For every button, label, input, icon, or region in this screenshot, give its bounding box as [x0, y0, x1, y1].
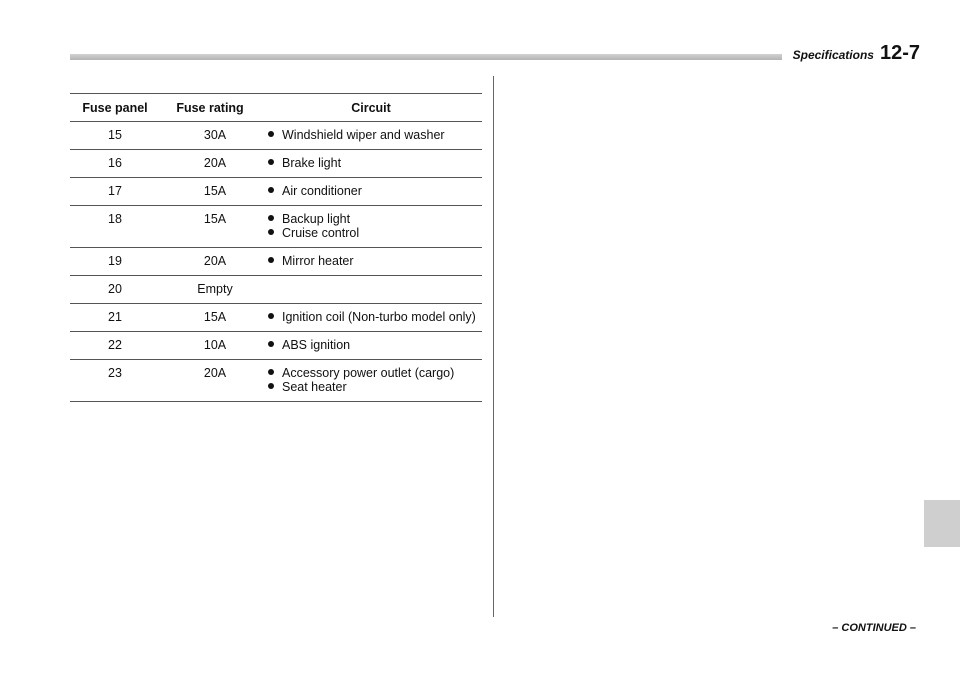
circuit-list: [260, 254, 482, 268]
fuse-panel-cell: 23: [70, 360, 160, 402]
circuit-label: Windshield wiper and washer: [282, 128, 445, 142]
list-item: [260, 380, 482, 394]
bullet-icon: [268, 369, 274, 375]
column-header-fuse-panel: Fuse panel: [70, 94, 160, 122]
list-item: [260, 128, 482, 142]
chapter-tab: [924, 500, 960, 547]
circuit-list: [260, 184, 482, 198]
bullet-icon: [268, 313, 274, 319]
table-row: [70, 332, 482, 360]
circuit-label: Cruise control: [282, 226, 360, 240]
fuse-panel-cell: 19: [70, 248, 160, 276]
list-item: [260, 212, 482, 226]
list-item: [260, 156, 482, 170]
circuit-cell: [260, 122, 482, 150]
circuit-label: ABS ignition: [282, 338, 351, 352]
circuit-label: Accessory power outlet (cargo): [282, 366, 455, 380]
circuit-list: [260, 310, 482, 324]
list-item: [260, 184, 482, 198]
list-item: [260, 366, 482, 380]
fuse-panel-cell: 17: [70, 178, 160, 206]
bullet-icon: [268, 215, 274, 221]
circuit-label: Air conditioner: [282, 184, 362, 198]
circuit-cell: [260, 360, 482, 402]
fuse-panel-cell: 22: [70, 332, 160, 360]
fuse-rating-cell: 15A: [160, 304, 260, 332]
fuse-panel-cell: 16: [70, 150, 160, 178]
circuit-cell: [260, 150, 482, 178]
circuit-cell: [260, 206, 482, 248]
circuit-list: [260, 156, 482, 170]
bullet-icon: [268, 257, 274, 263]
circuit-list: [260, 128, 482, 142]
circuit-label: Ignition coil (Non-turbo model only): [282, 310, 476, 324]
circuit-cell: [260, 304, 482, 332]
fuse-rating-cell: 30A: [160, 122, 260, 150]
bullet-icon: [268, 383, 274, 389]
table-row: [70, 122, 482, 150]
circuit-list: [260, 212, 482, 240]
fuse-rating-cell: 15A: [160, 178, 260, 206]
table-row: [70, 150, 482, 178]
circuit-list: [260, 366, 482, 394]
circuit-label: Mirror heater: [282, 254, 354, 268]
circuit-label: Backup light: [282, 212, 351, 226]
list-item: [260, 254, 482, 268]
page-header: [793, 42, 920, 65]
list-item: [260, 310, 482, 324]
bullet-icon: [268, 229, 274, 235]
circuit-cell: [260, 276, 482, 304]
fuse-panel-cell: 21: [70, 304, 160, 332]
table-row: [70, 178, 482, 206]
circuit-cell: [260, 332, 482, 360]
bullet-icon: [268, 131, 274, 137]
list-item: [260, 338, 482, 352]
header-rule: [70, 54, 782, 60]
circuit-label: Seat heater: [282, 380, 347, 394]
bullet-icon: [268, 187, 274, 193]
column-divider: [493, 76, 494, 617]
circuit-cell: [260, 248, 482, 276]
circuit-cell: [260, 178, 482, 206]
table-row: [70, 276, 482, 304]
circuit-label: Brake light: [282, 156, 342, 170]
table-row: [70, 248, 482, 276]
table-row: [70, 206, 482, 248]
fuse-panel-cell: 18: [70, 206, 160, 248]
fuse-panel-cell: 15: [70, 122, 160, 150]
fuse-panel-cell: 20: [70, 276, 160, 304]
fuse-rating-cell: 20A: [160, 360, 260, 402]
list-item: [260, 226, 482, 240]
fuse-table-body: [70, 122, 482, 402]
fuse-rating-cell: Empty: [160, 276, 260, 304]
continued-note: – CONTINUED –: [832, 622, 916, 634]
fuse-rating-cell: 20A: [160, 248, 260, 276]
page-number: 12-7: [879, 42, 920, 64]
section-title: Specifications: [792, 48, 874, 62]
table-header-row: [70, 94, 482, 122]
fuse-table: [70, 93, 482, 402]
fuse-rating-cell: 15A: [160, 206, 260, 248]
table-row: [70, 304, 482, 332]
circuit-list: [260, 338, 482, 352]
fuse-rating-cell: 10A: [160, 332, 260, 360]
column-header-circuit: Circuit: [260, 94, 482, 122]
fuse-rating-cell: 20A: [160, 150, 260, 178]
bullet-icon: [268, 341, 274, 347]
table-row: [70, 360, 482, 402]
column-header-fuse-rating: Fuse rating: [160, 94, 260, 122]
bullet-icon: [268, 159, 274, 165]
